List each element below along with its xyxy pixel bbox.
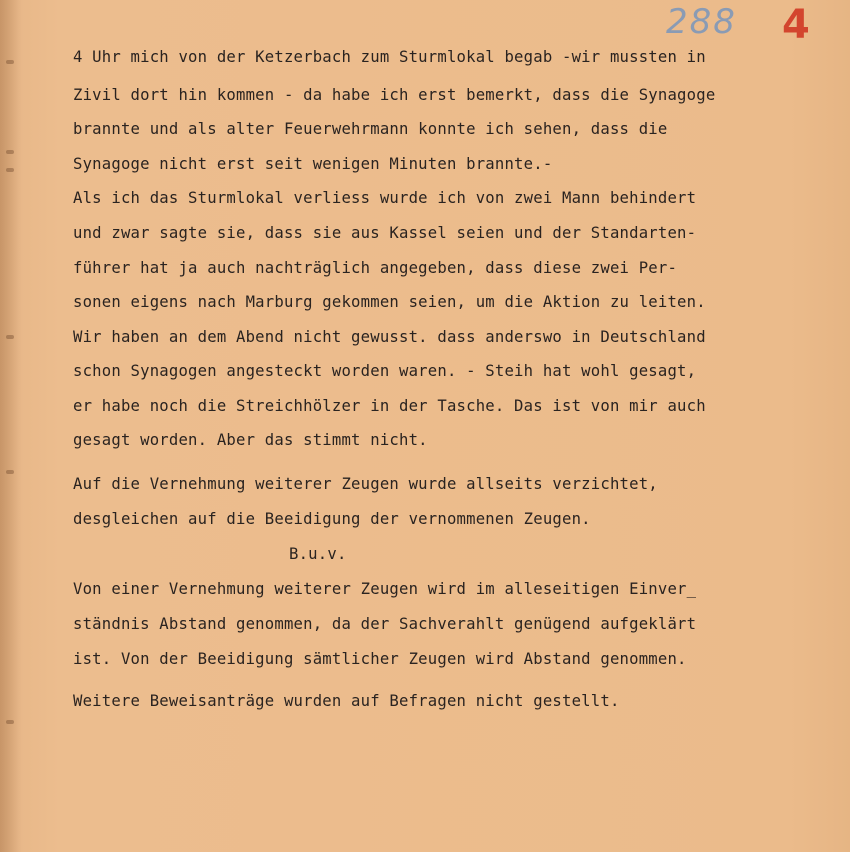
text-line: Von einer Vernehmung weiterer Zeugen wird im alleseitigen Einver_ [73,580,697,598]
page-left-edge [0,0,22,852]
text-line: führer hat ja auch nachträglich angegeben, dass diese zwei Per- [73,259,678,277]
text-line: Als ich das Sturmlokal verliess wurde ich von zwei Mann behindert [73,189,697,207]
text-line: desgleichen auf die Beeidigung der vernommenen Zeugen. [73,510,591,528]
binding-hole [6,60,14,64]
text-line: gesagt worden. Aber das stimmt nicht. [73,431,428,449]
text-line: Auf die Vernehmung weiterer Zeugen wurde allseits verzichtet, [73,475,658,493]
text-line: ständnis Abstand genommen, da der Sachverahlt genügend aufgeklärt [73,615,697,633]
text-line: Weitere Beweisanträge wurden auf Befragen nicht gestellt. [73,692,620,710]
text-line: sonen eigens nach Marburg gekommen seien, um die Aktion zu leiten. [73,293,706,311]
text-line: Zivil dort hin kommen - da habe ich erst bemerkt, dass die Synagoge [73,86,716,104]
red-folio-number: 4 [782,2,810,48]
binding-hole [6,168,14,172]
text-line: brannte und als alter Feuerwehrmann konnte ich sehen, dass die [73,120,668,138]
text-line: er habe noch die Streichhölzer in der Tasche. Das ist von mir auch [73,397,706,415]
text-line: Synagoge nicht erst seit wenigen Minuten brannte.- [73,155,553,173]
binding-hole [6,335,14,339]
text-line: schon Synagogen angesteckt worden waren. - Steih hat wohl gesagt, [73,362,697,380]
pencil-folio-number: 288 [666,2,737,42]
text-line: 4 Uhr mich von der Ketzerbach zum Sturmlokal begab -wir mussten in [73,48,706,66]
text-line-abbreviation: B.u.v. [289,545,347,563]
binding-hole [6,150,14,154]
text-line: und zwar sagte sie, dass sie aus Kassel seien und der Standarten- [73,224,697,242]
binding-hole [6,720,14,724]
text-line: ist. Von der Beeidigung sämtlicher Zeugen wird Abstand genommen. [73,650,687,668]
binding-hole [6,470,14,474]
text-line: Wir haben an dem Abend nicht gewusst. dass anderswo in Deutschland [73,328,706,346]
